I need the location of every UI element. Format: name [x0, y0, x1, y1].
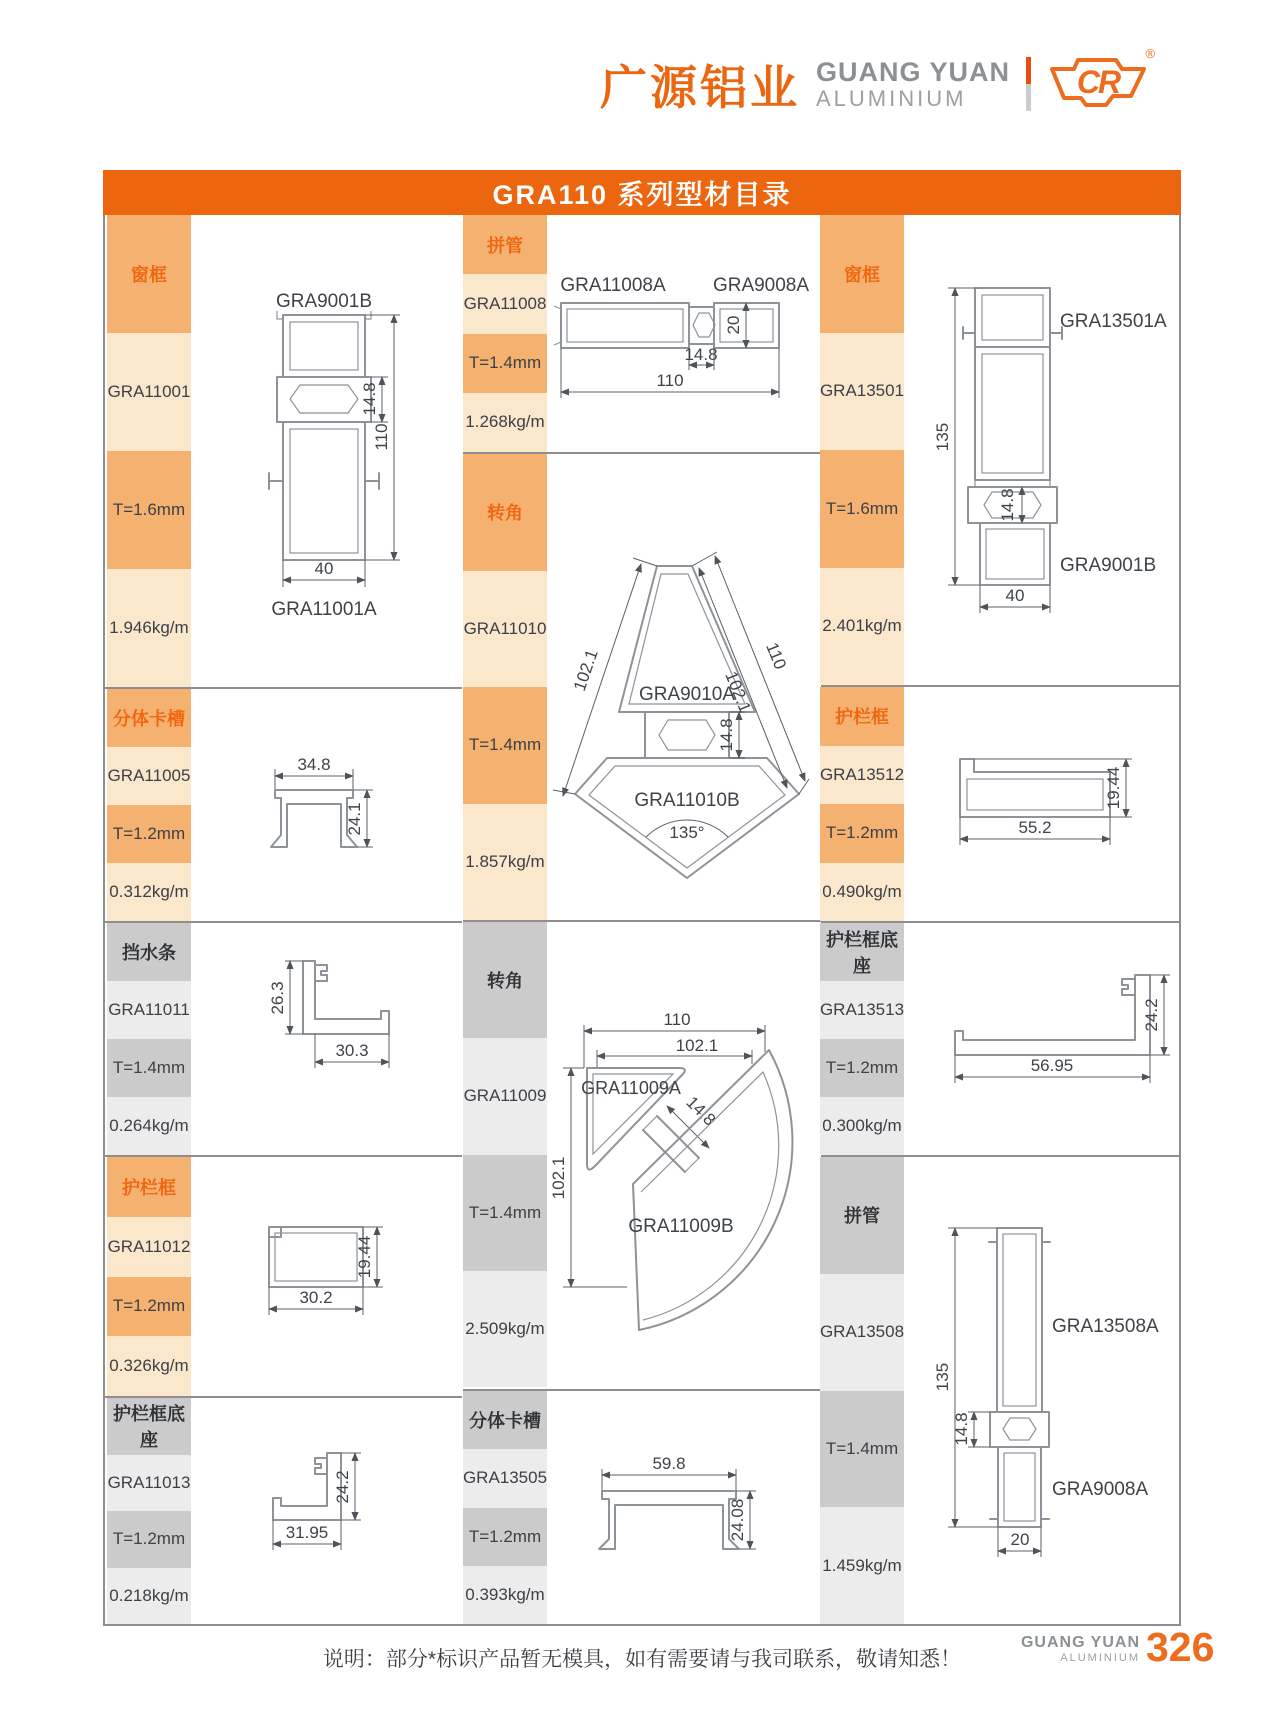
profile-code: GRA13501	[820, 333, 904, 451]
sidebar-joint-tube-2	[820, 1157, 904, 1624]
drawing-gra13501	[900, 215, 1183, 685]
weight: 0.326kg/m	[107, 1336, 191, 1396]
profile-code: GRA13505	[463, 1449, 547, 1507]
dim-20: 20	[724, 315, 743, 335]
dim-59-8: 59.8	[652, 1454, 686, 1473]
dim-24-2: 24.2	[333, 1470, 352, 1504]
part-label: GRA11008A	[560, 275, 666, 296]
drawing-gra11013	[191, 1398, 462, 1624]
dim-26-3: 26.3	[268, 981, 287, 1015]
part-label: GRA11009B	[628, 1216, 734, 1237]
weight: 0.312kg/m	[107, 863, 191, 921]
footer-brand-sub: ALUMINIUM	[1060, 1651, 1140, 1664]
thickness: T=1.4mm	[463, 687, 547, 804]
dim-30-3: 30.3	[335, 1041, 369, 1060]
sidebar-joint-tube	[463, 215, 547, 452]
footer-brand-en: GUANG YUAN	[1020, 1634, 1140, 1651]
drawing-gra13513	[900, 923, 1183, 1155]
profile-code: GRA11008	[463, 274, 547, 333]
part-label: GRA13508A	[1052, 1316, 1159, 1337]
thickness: T=1.2mm	[107, 1511, 191, 1568]
drawing-gra11010	[547, 454, 823, 920]
thickness: T=1.6mm	[820, 450, 904, 568]
sidebar-rail-base	[107, 1398, 191, 1624]
header-divider	[1026, 57, 1031, 111]
dim-14-8: 14.8	[684, 345, 718, 364]
sidebar-window-frame	[107, 215, 191, 687]
sidebar-rail-base-2	[820, 923, 904, 1155]
category-label: 护栏框底座	[820, 923, 904, 981]
drawing-gra11008	[547, 215, 823, 452]
dim-135deg: 135°	[669, 823, 705, 842]
part-label: GRA9008A	[1052, 1479, 1149, 1500]
category-label: 拼管	[820, 1157, 904, 1274]
sidebar-rail-frame-2	[820, 687, 904, 921]
thickness: T=1.2mm	[463, 1508, 547, 1566]
category-label: 护栏框底座	[107, 1398, 191, 1455]
dim-110: 110	[372, 423, 391, 451]
weight: 0.264kg/m	[107, 1097, 191, 1155]
dim-102-1: 102.1	[569, 647, 602, 694]
thickness: T=1.2mm	[107, 805, 191, 863]
thickness: T=1.4mm	[463, 1155, 547, 1271]
dim-40: 40	[1005, 586, 1025, 605]
dim-14-8: 14.8	[952, 1412, 971, 1446]
category-label: 窗框	[820, 215, 904, 333]
weight: 1.459kg/m	[820, 1507, 904, 1624]
sidebar-rail-frame	[107, 1157, 191, 1396]
profile-code: GRA11001	[107, 333, 191, 451]
sidebar-corner	[463, 454, 547, 920]
registered-mark: ®	[1145, 46, 1156, 61]
sidebar-window-frame-2	[820, 215, 904, 685]
dim-40: 40	[314, 559, 334, 578]
profile-code: GRA11010	[463, 571, 547, 688]
sidebar-water-bar	[107, 923, 191, 1155]
company-logo-icon	[1047, 46, 1156, 116]
dim-30-2: 30.2	[299, 1288, 333, 1307]
dim-14-8: 14.8	[360, 382, 379, 416]
part-label: GRA9008A	[712, 275, 810, 296]
dim-24-1: 24.1	[345, 802, 364, 836]
dim-14-8: 14.8	[717, 718, 736, 752]
dim-135: 135	[933, 1362, 952, 1392]
thickness: T=1.2mm	[820, 804, 904, 863]
thickness: T=1.6mm	[107, 451, 191, 569]
drawing-gra11009	[547, 922, 823, 1387]
profile-code: GRA13508	[820, 1274, 904, 1391]
drawing-gra13508	[900, 1157, 1183, 1624]
profile-code: GRA11013	[107, 1455, 191, 1512]
sidebar-split-slot-2	[463, 1391, 547, 1624]
dim-24-08: 24.08	[728, 1498, 747, 1542]
category-label: 转角	[463, 922, 547, 1038]
part-label: GRA11010B	[634, 790, 740, 811]
header	[600, 48, 1200, 120]
dim-24-2: 24.2	[1142, 998, 1161, 1032]
thickness: T=1.4mm	[107, 1039, 191, 1097]
drawing-gra13505	[547, 1391, 823, 1624]
footer-note: 说明：部分*标识产品暂无模具，如有需要请与我司联系，敬请知悉！	[322, 1648, 962, 1671]
dim-135: 135	[933, 422, 952, 452]
weight: 0.300kg/m	[820, 1097, 904, 1155]
weight: 2.509kg/m	[463, 1271, 547, 1387]
weight: 1.946kg/m	[107, 569, 191, 687]
category-label: 转角	[463, 454, 547, 571]
logo-letters: CR	[1076, 64, 1120, 100]
part-label: GRA9001B	[1060, 555, 1157, 576]
category-label: 分体卡槽	[107, 689, 191, 747]
category-label: 挡水条	[107, 923, 191, 981]
catalog-table	[103, 215, 1181, 1626]
weight: 2.401kg/m	[820, 568, 904, 686]
brand-name-en-block	[816, 58, 1010, 109]
dim-56-95: 56.95	[1030, 1056, 1074, 1075]
weight: 1.268kg/m	[463, 393, 547, 452]
dim-19-44: 19.44	[355, 1235, 374, 1279]
thickness: T=1.4mm	[820, 1391, 904, 1508]
dim-102-1b: 102.1	[721, 668, 755, 716]
profile-code: GRA11011	[107, 981, 191, 1039]
dim-110: 110	[762, 639, 790, 673]
dim-102-1: 102.1	[675, 1036, 719, 1055]
sidebar-corner-2	[463, 922, 547, 1387]
part-label: GRA11001A	[271, 599, 377, 620]
dim-20: 20	[1010, 1530, 1030, 1549]
brand-name-cn: 广源铝业	[600, 60, 800, 114]
dim-55-2: 55.2	[1018, 818, 1052, 837]
dim-31-95: 31.95	[285, 1523, 329, 1542]
dim-110: 110	[656, 371, 684, 390]
brand-name-en: GUANG YUAN	[816, 57, 1011, 88]
category-label: 护栏框	[820, 687, 904, 746]
thickness: T=1.4mm	[463, 334, 547, 393]
weight: 0.393kg/m	[463, 1566, 547, 1624]
part-label: GRA9010A	[638, 684, 736, 705]
profile-code: GRA11012	[107, 1217, 191, 1277]
category-label: 分体卡槽	[463, 1391, 547, 1449]
weight: 1.857kg/m	[463, 804, 547, 921]
weight: 0.218kg/m	[107, 1568, 191, 1625]
category-label: 窗框	[107, 215, 191, 333]
thickness: T=1.2mm	[107, 1277, 191, 1337]
profile-code: GRA13513	[820, 981, 904, 1039]
page-number: 326	[1146, 1624, 1215, 1670]
drawing-gra11011	[191, 923, 462, 1155]
part-label: GRA13501A	[1060, 311, 1167, 332]
part-label: GRA11009A	[581, 1078, 681, 1098]
dim-34-8: 34.8	[297, 755, 331, 774]
drawing-gra11012	[191, 1157, 462, 1396]
category-label: 护栏框	[107, 1157, 191, 1217]
category-label: 拼管	[463, 215, 547, 274]
drawing-gra11001	[191, 215, 462, 687]
drawing-gra11005	[191, 689, 462, 921]
sidebar-split-slot	[107, 689, 191, 921]
brand-subtitle: ALUMINIUM	[816, 85, 967, 111]
profile-code: GRA11005	[107, 747, 191, 805]
dim-14-8: 14.8	[682, 1092, 720, 1130]
thickness: T=1.2mm	[820, 1039, 904, 1097]
footer-brand	[930, 1634, 1140, 1664]
dim-102-1b: 102.1	[549, 1156, 568, 1200]
weight: 0.490kg/m	[820, 863, 904, 922]
part-label: GRA9001B	[275, 291, 373, 312]
drawing-gra13512	[900, 687, 1183, 921]
series-title-bar: GRA110 系列型材目录	[103, 170, 1181, 215]
dim-19-44: 19.44	[1104, 766, 1123, 810]
profile-code: GRA11009	[463, 1038, 547, 1154]
profile-code: GRA13512	[820, 746, 904, 805]
dim-110: 110	[663, 1010, 691, 1029]
dim-14-8: 14.8	[998, 488, 1017, 522]
